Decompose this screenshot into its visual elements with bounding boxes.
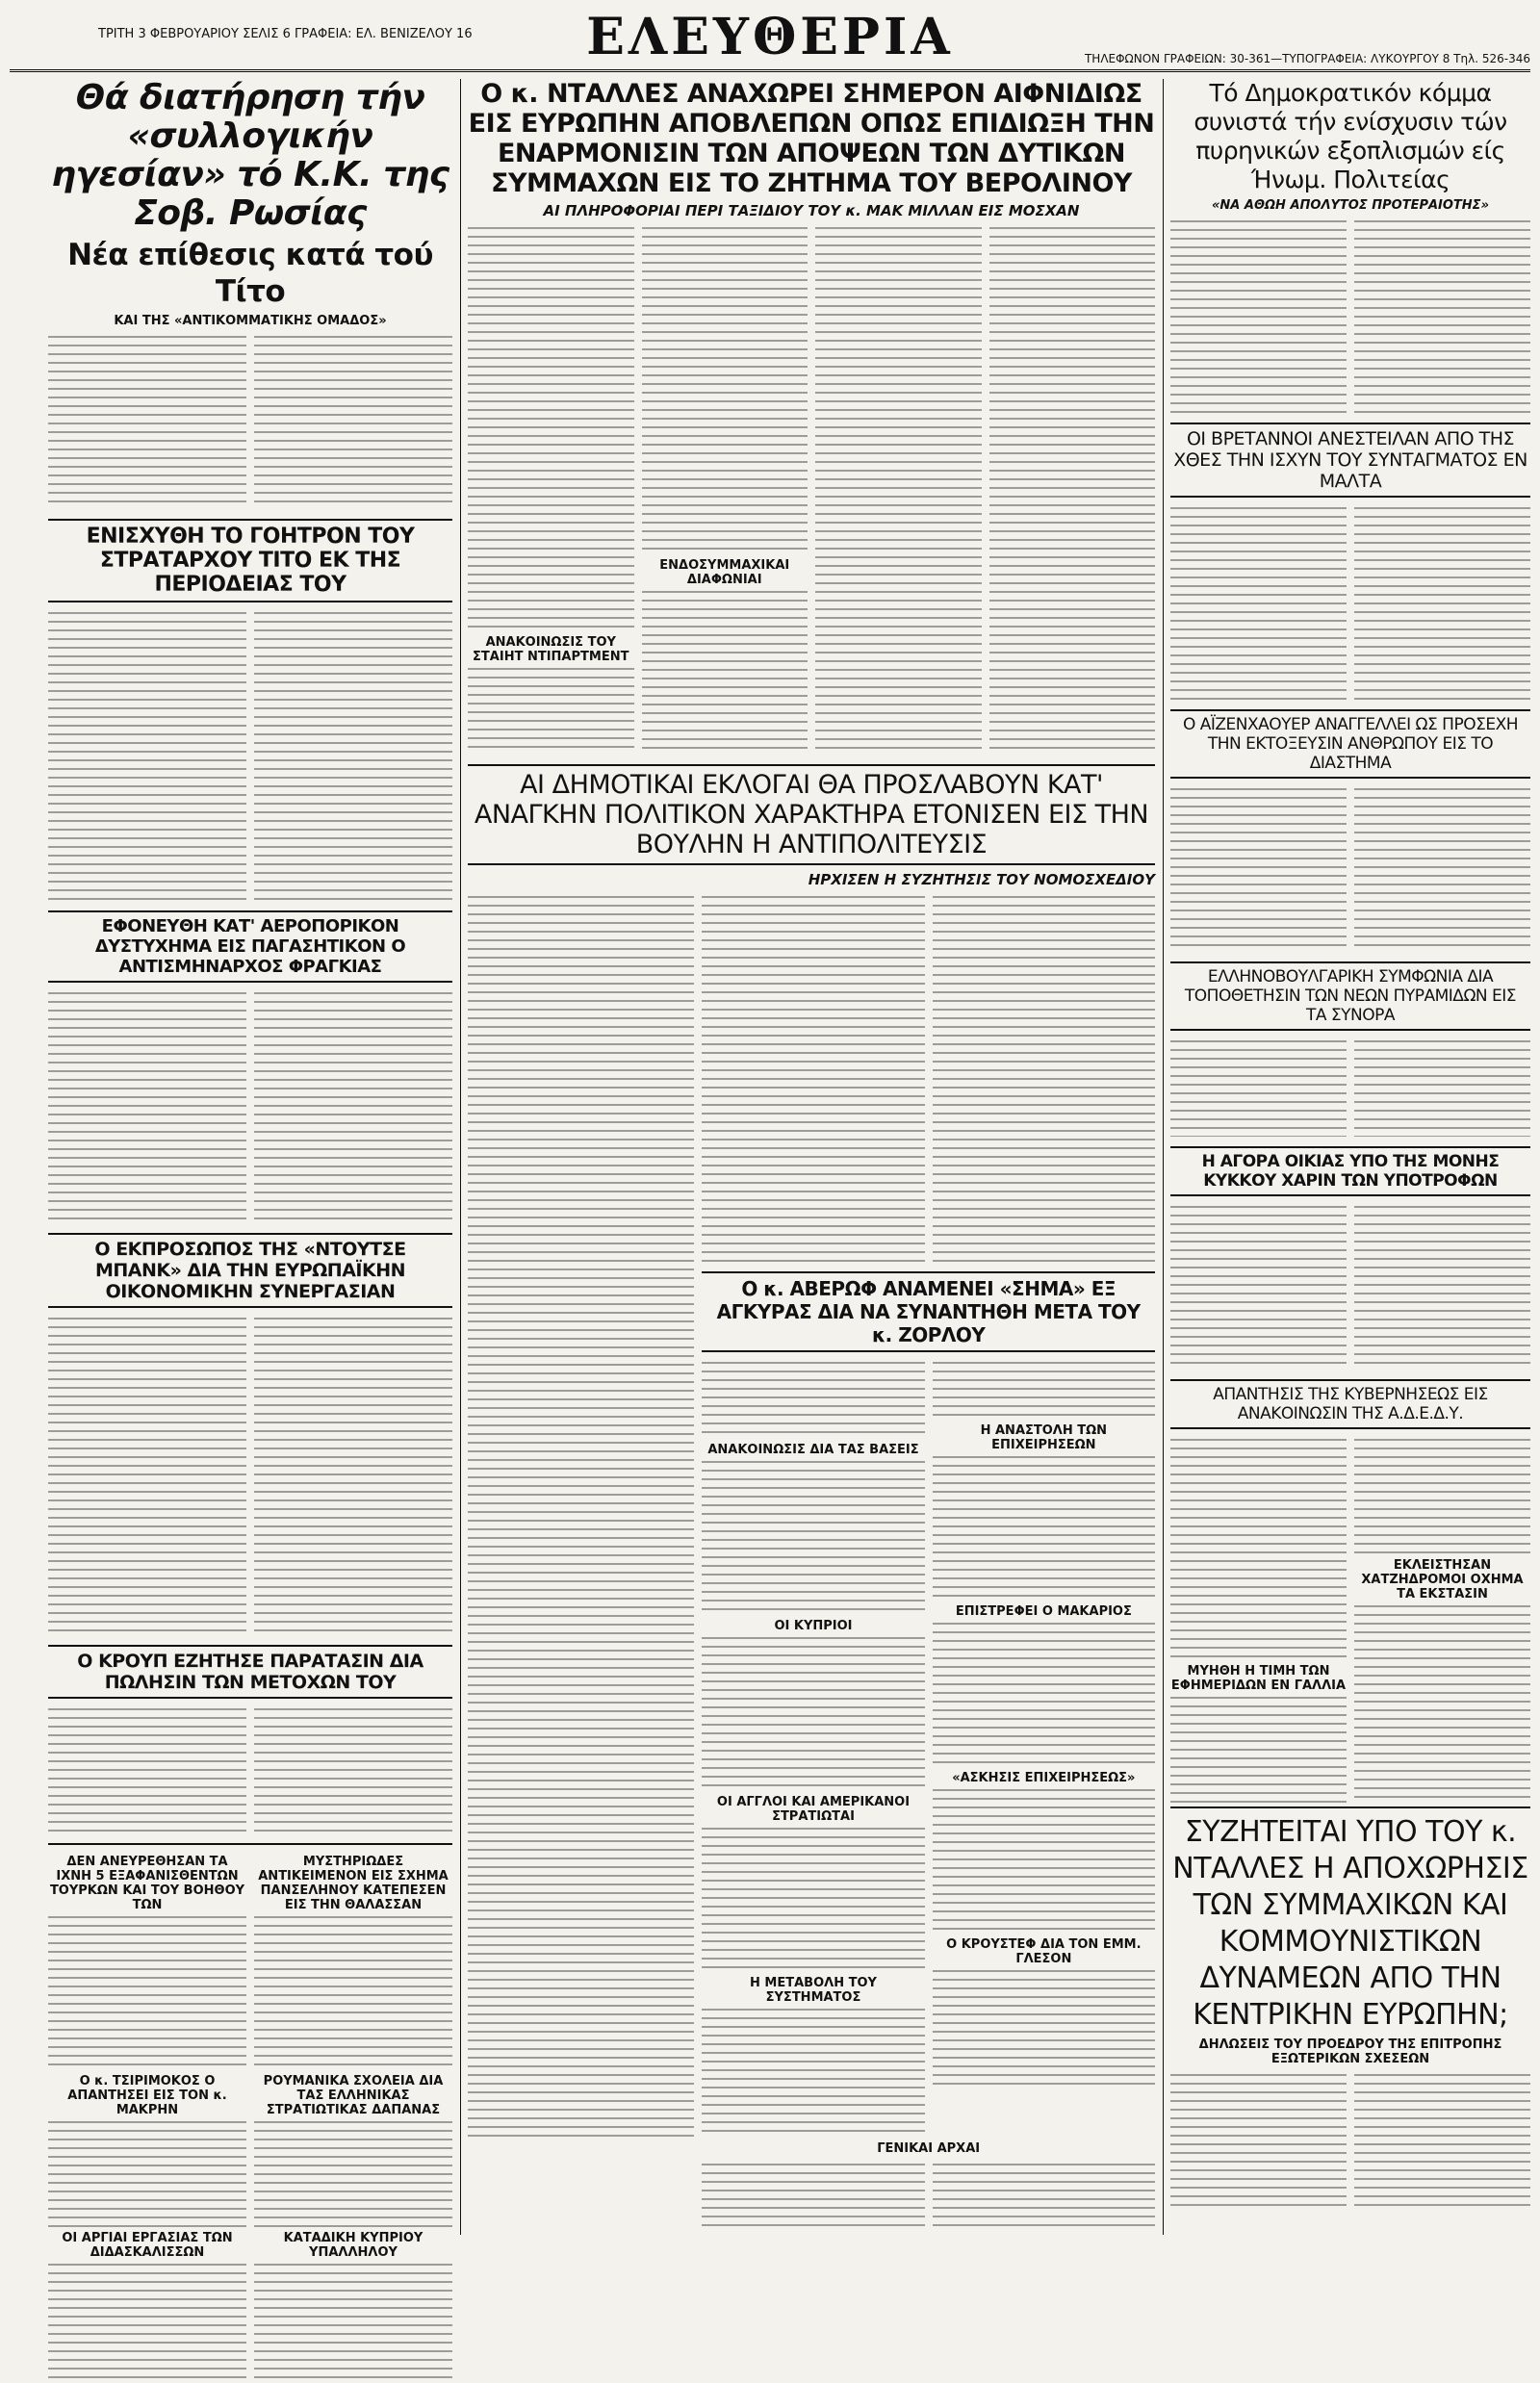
article-text: [48, 1708, 246, 1833]
subhead: ΔΗΛΩΣΕΙΣ ΤΟΥ ΠΡΟΕΔΡΟΥ ΤΗΣ ΕΠΙΤΡΟΠΗΣ ΕΞΩΤΕΡΙΚΩΝ ΣΧΕΣΕΩΝ: [1198, 2037, 1502, 2066]
article-text: [702, 1637, 924, 1791]
article-text: [933, 896, 1155, 1262]
article-text: [1354, 2074, 1530, 2209]
article-text: [254, 2264, 452, 2379]
subhead: ΗΡΧΙΣΕΝ Η ΣΥΖΗΤΗΣΙΣ ΤΟΥ ΝΟΜΟΣΧΕΔΙΟΥ: [808, 871, 1155, 888]
headline-dulles-europe: Ο κ. ΝΤΑΛΛΕΣ ΑΝΑΧΩΡΕΙ ΣΗΜΕΡΟΝ ΑΙΦΝΙΔΙΩΣ ΕΙΣ ΕΥΡΩΠΗΝ ΑΠΟΒΛΕΠΩΝ ΟΠΩΣ ΕΠΙΔΙΩΞΗ ΤΗΝ ΕΝΑΡΜΟΝΙΣΙΝ ΤΩΝ ΑΠΟΨΕΩΝ ΤΩΝ ΔΥΤΙΚΩΝ ΣΥΜΜΑΧΩΝ ΕΙΣ ΤΟ ΖΗΤΗΜΑ ΤΟΥ ΒΕΡΟΛΙΝΟΥ: [468, 79, 1155, 198]
article-text: [642, 591, 808, 755]
article-text: [642, 227, 808, 554]
subhead: «ΝΑ ΑΘΩΗ ΑΠΟΛΥΤΟΣ ΠΡΟΤΕΡΑΙΟΤΗΣ»: [1211, 198, 1490, 213]
article-text: [702, 1828, 924, 1972]
newspaper-title: ΕΛΕΥΘΕΡΙΑ: [586, 8, 954, 66]
kicker: ΚΑΙ ΤΗΣ «ΑΝΤΙΚΟΜΜΑΤΙΚΗΣ ΟΜΑΔΟΣ»: [114, 314, 387, 328]
newspaper-page: [10, 8, 1530, 2260]
subhead: ΕΚΛΕΙΣΤΗΣΑΝ ΧΑΤΖΗΔΡΟΜΟΙ ΟΧΗΜΑ ΤΑ ΕΚΣΤΑΣΙΝ: [1361, 1558, 1524, 1601]
headline-krupp: Ο ΚΡΟΥΠ ΕΖΗΤΗΣΕ ΠΑΡΑΤΑΣΙΝ ΔΙΑ ΠΩΛΗΣΙΝ ΤΩΝ ΜΕΤΟΧΩΝ ΤΟΥ: [48, 1645, 452, 1699]
subhead: ΜΥΗΘΗ Η ΤΙΜΗ ΤΩΝ ΕΦΗΜΕΡΙΔΩΝ ΕΝ ΓΑΛΛΙΑ: [1170, 1664, 1347, 1693]
article-text: [933, 1623, 1155, 1767]
left-column: [48, 78, 452, 2260]
subhead: ΔΕΝ ΑΝΕΥΡΕΘΗΣΑΝ ΤΑ ΙΧΝΗ 5 ΕΞΑΦΑΝΙΣΘΕΝΤΩΝ ΤΟΥΡΚΩΝ ΚΑΙ ΤΟΥ ΒΟΗΘΟΥ ΤΩΝ: [49, 1855, 245, 1912]
article-text: [1354, 1605, 1530, 1798]
article-text: [254, 336, 452, 509]
subhead: ΓΕΝΙΚΑΙ ΑΡΧΑΙ: [877, 2141, 981, 2156]
article-text: [254, 1916, 452, 2070]
article-text: [989, 227, 1156, 752]
article-text: [1354, 788, 1530, 952]
masthead: [10, 10, 1530, 72]
headline-air-crash: ΕΦΟΝΕΥΘΗ ΚΑΤ' ΑΕΡΟΠΟΡΙΚΟΝ ΔΥΣΤΥΧΗΜΑ ΕΙΣ ΠΑΓΑΣΗΤΙΚΟΝ Ο ΑΝΤΙΣΜΗΝΑΡΧΟΣ ΦΡΑΓΚΙΑΣ: [48, 910, 452, 983]
article-text: [468, 896, 694, 2138]
column-rule: [460, 79, 461, 2235]
subhead: ΟΙ ΑΡΓΙΑΙ ΕΡΓΑΣΙΑΣ ΤΩΝ ΔΙΔΑΣΚΑΛΙΣΣΩΝ: [62, 2231, 233, 2260]
subhead: ΟΙ ΚΥΠΡΙΟΙ: [774, 1619, 853, 1633]
article-text: [933, 1456, 1155, 1601]
article-text: [48, 992, 246, 1223]
article-text: [1170, 507, 1347, 700]
headline-soviet-party: Θά διατήρηση τήν «συλλογικήν ηγεσίαν» τό Κ.Κ. της Σοβ. Ρωσίας: [51, 78, 449, 233]
subhead: Η ΜΕΤΑΒΟΛΗ ΤΟΥ ΣΥΣΤΗΜΑΤΟΣ: [750, 1976, 877, 2005]
article-text: [1170, 2074, 1347, 2209]
article-text: [254, 612, 452, 901]
article-text: [702, 1461, 924, 1615]
article-text: [933, 1970, 1155, 2086]
subhead: Ο ΚΡΟΥΣΤΕΦ ΔΙΑ ΤΟΝ ΕΜΜ. ΓΛΕΣΟΝ: [946, 1937, 1142, 1966]
article-text: [1354, 1040, 1530, 1137]
subhead: ΕΠΙΣΤΡΕΦΕΙ Ο ΜΑΚΑΡΙΟΣ: [955, 1604, 1132, 1619]
subhead: «ΑΣΚΗΣΙΣ ΕΠΙΧΕΙΡΗΣΕΩΣ»: [952, 1771, 1136, 1785]
article-text: [1170, 1206, 1347, 1370]
headline-greek-bulgarian: ΕΛΛΗΝΟΒΟΥΛΓΑΡΙΚΗ ΣΥΜΦΩΝΙΑ ΔΙΑ ΤΟΠΟΘΕΤΗΣΙΝ ΤΩΝ ΝΕΩΝ ΠΥΡΑΜΙΔΩΝ ΕΙΣ ΤΑ ΣΥΝΟΡΑ: [1170, 961, 1530, 1031]
article-text: [1170, 1697, 1347, 1803]
article-text: [702, 2164, 924, 2231]
right-column: [1170, 79, 1530, 2231]
article-text: [1170, 1439, 1347, 1660]
article-text: [933, 1362, 1155, 1420]
headline-averof-ankara: Ο κ. ΑΒΕΡΩΦ ΑΝΑΜΕΝΕΙ «ΣΗΜΑ» ΕΞ ΑΓΚΥΡΑΣ ΔΙΑ ΝΑ ΣΥΝΑΝΤΗΘΗ ΜΕΤΑ ΤΟΥ κ. ΖΟΡΛΟΥ: [702, 1271, 1155, 1352]
subhead: ΟΙ ΑΓΓΛΟΙ ΚΑΙ ΑΜΕΡΙΚΑΝΟΙ ΣΤΡΑΤΙΩΤΑΙ: [716, 1795, 911, 1824]
date-line: ΤΡΙΤΗ 3 ΦΕΒΡΟΥΑΡΙΟΥ ΣΕΛΙΣ 6 ΓΡΑΦΕΙΑ: ΕΛ. ΒΕΝΙΖΕΛΟΥ 16: [98, 27, 473, 41]
article-text: [48, 1916, 246, 2070]
subhead: ΕΝΔΟΣΥΜΜΑΧΙΚΑΙ ΔΙΑΦΩΝΙΑΙ: [659, 558, 790, 587]
article-text: [1170, 220, 1347, 413]
center-column: [468, 79, 1155, 2231]
headline-municipal-elections: ΑΙ ΔΗΜΟΤΙΚΑΙ ΕΚΛΟΓΑΙ ΘΑ ΠΡΟΣΛΑΒΟΥΝ ΚΑΤ' ΑΝΑΓΚΗΝ ΠΟΛΙΤΙΚΟΝ ΧΑΡΑΚΤΗΡΑ ΕΤΟΝΙΣΕΝ ΕΙΣ ΤΗΝ ΒΟΥΛΗΝ Η ΑΝΤΙΠΟΛΙΤΕΥΣΙΣ: [468, 764, 1155, 865]
article-text: [702, 896, 924, 1262]
article-text: [468, 668, 634, 755]
headline-tito-prestige: ΕΝΙΣΧΥΘΗ ΤΟ ΓΟΗΤΡΟΝ ΤΟΥ ΣΤΡΑΤΑΡΧΟΥ ΤΙΤΟ ΕΚ ΤΗΣ ΠΕΡΙΟΔΕΙΑΣ ΤΟΥ: [48, 519, 452, 602]
article-text: [48, 1318, 246, 1635]
article-text: [254, 992, 452, 1223]
subhead: ΑΙ ΠΛΗΡΟΦΟΡΙΑΙ ΠΕΡΙ ΤΑΞΙΔΙΟΥ ΤΟΥ κ. ΜΑΚ ΜΙΛΛΑΝ ΕΙΣ ΜΟΣΧΑΝ: [543, 202, 1080, 219]
subhead: ΡΟΥΜΑΝΙΚΑ ΣΧΟΛΕΙΑ ΔΙΑ ΤΑΣ ΕΛΛΗΝΙΚΑΣ ΣΤΡΑΤΙΩΤΙΚΑΣ ΔΑΠΑΝΑΣ: [263, 2074, 444, 2117]
subhead: Η ΑΝΑΣΤΟΛΗ ΤΩΝ ΕΠΙΧΕΙΡΗΣΕΩΝ: [980, 1423, 1108, 1452]
headline-kykkos: Η ΑΓΟΡΑ ΟΙΚΙΑΣ ΥΠΟ ΤΗΣ ΜΟΝΗΣ ΚΥΚΚΟΥ ΧΑΡΙΝ ΤΩΝ ΥΠΟΤΡΟΦΩΝ: [1170, 1146, 1530, 1196]
subhead: ΑΝΑΚΟΙΝΩΣΙΣ ΤΟΥ ΣΤΑΙΗΤ ΝΤΙΠΑΡΤΜΕΝΤ: [473, 635, 629, 664]
subhead: ΑΝΑΚΟΙΝΩΣΙΣ ΔΙΑ ΤΑΣ ΒΑΣΕΙΣ: [707, 1443, 919, 1457]
headline-eisenhower-space: Ο ΑΪΖΕΝΧΑΟΥΕΡ ΑΝΑΓΓΕΛΛΕΙ ΩΣ ΠΡΟΣΕΧΗ ΤΗΝ ΕΚΤΟΞΕΥΣΙΝ ΑΝΘΡΩΠΟΥ ΕΙΣ ΤΟ ΔΙΑΣΤΗΜΑ: [1170, 709, 1530, 779]
subhead: ΚΑΤΑΔΙΚΗ ΚΥΠΡΙΟΥ ΥΠΑΛΛΗΛΟΥ: [283, 2231, 424, 2260]
headline-adedy: ΑΠΑΝΤΗΣΙΣ ΤΗΣ ΚΥΒΕΡΝΗΣΕΩΣ ΕΙΣ ΑΝΑΚΟΙΝΩΣΙΝ ΤΗΣ Α.Δ.Ε.Δ.Υ.: [1170, 1379, 1530, 1429]
article-text: [1354, 1439, 1530, 1554]
headline-deutsche-bank: Ο ΕΚΠΡΟΣΩΠΟΣ ΤΗΣ «ΝΤΟΥΤΣΕ ΜΠΑΝΚ» ΔΙΑ ΤΗΝ ΕΥΡΩΠΑΪΚΗΝ ΟΙΚΟΝΟΜΙΚΗΝ ΣΥΝΕΡΓΑΣΙΑΝ: [48, 1233, 452, 1308]
article-text: [1354, 220, 1530, 413]
column-rule: [1163, 79, 1164, 2235]
headline-democratic-party: Τό Δημοκρατικόν κόμμα συνιστά τήν ενίσχυσιν τών πυρηνικών εξοπλισμών είς Ήνωμ. Πολιτείας: [1194, 79, 1507, 193]
article-text: [254, 1708, 452, 1833]
article-text: [1354, 1206, 1530, 1370]
article-text: [254, 2121, 452, 2227]
contact-line: ΤΗΛΕΦΩΝΟΝ ΓΡΑΦΕΙΩΝ: 30-361—ΤΥΠΟΓΡΑΦΕΙΑ: ΛΥΚΟΥΡΓΟΥ 8 Τηλ. 526-346: [1084, 52, 1530, 65]
article-text: [933, 1789, 1155, 1934]
subhead: Ο κ. ΤΣΙΡΙΜΟΚΟΣ Ο ΑΠΑΝΤΗΣΕΙ ΕΙΣ ΤΟΝ κ. ΜΑΚΡΗΝ: [67, 2074, 227, 2117]
article-text: [1170, 788, 1347, 952]
article-text: [933, 2164, 1155, 2231]
article-text: [48, 2264, 246, 2379]
headline-attack-tito: Νέα επίθεσις κατά τού Τίτο: [67, 238, 433, 309]
article-text: [48, 336, 246, 509]
subhead: ΜΥΣΤΗΡΙΩΔΕΣ ΑΝΤΙΚΕΙΜΕΝΟΝ ΕΙΣ ΣΧΗΜΑ ΠΑΝΣΕΛΗΝΟΥ ΚΑΤΕΠΕΣΕΝ ΕΙΣ ΤΗΝ ΘΑΛΑΣΣΑΝ: [258, 1855, 449, 1912]
article-text: [702, 2009, 924, 2134]
article-text: [48, 2121, 246, 2227]
article-text: [1354, 507, 1530, 700]
article-text: [254, 1318, 452, 1635]
headline-malta: ΟΙ ΒΡΕΤΑΝΝΟΙ ΑΝΕΣΤΕΙΛΑΝ ΑΠΟ ΤΗΣ ΧΘΕΣ ΤΗΝ ΙΣΧΥΝ ΤΟΥ ΣΥΝΤΑΓΜΑΤΟΣ ΕΝ ΜΑΛΤΑ: [1170, 423, 1530, 498]
headline-troop-withdrawal: ΣΥΖΗΤΕΙΤΑΙ ΥΠΟ ΤΟΥ κ. ΝΤΑΛΛΕΣ Η ΑΠΟΧΩΡΗΣΙΣ ΤΩΝ ΣΥΜΜΑΧΙΚΩΝ ΚΑΙ ΚΟΜΜΟΥΝΙΣΤΙΚΩΝ ΔΥΝΑΜΕΩΝ ΑΠΟ ΤΗΝ ΚΕΝΤΡΙΚΗΝ ΕΥΡΩΠΗΝ;: [1170, 1806, 1530, 2034]
article-text: [702, 1362, 924, 1439]
article-text: [815, 227, 982, 752]
article-text: [1170, 1040, 1347, 1137]
article-text: [48, 612, 246, 901]
article-text: [468, 227, 634, 631]
